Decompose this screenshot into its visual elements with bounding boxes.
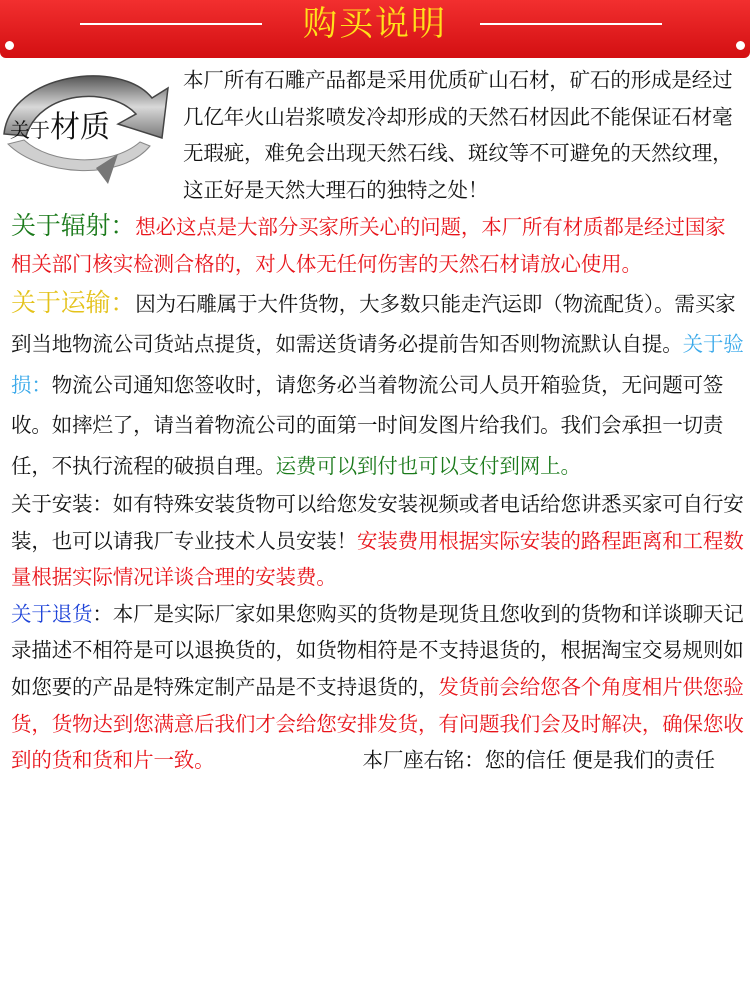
install-fee-text: 安装费用根据实际安装的路程距离和工程数量根据实际情况详谈合理的安装费。	[11, 528, 744, 590]
radiation-paragraph	[11, 208, 745, 282]
return-text: 本厂是实际厂家如果您购买的货物是现货且您收到的货物和详谈聊天记录描述不相符是可以退换货的，如货物相符是不支持退货的，根据淘宝交易规则如如您要的产品是特殊定制产品是不支持退货的，	[11, 601, 744, 700]
material-text: 本厂所有石雕产品都是采用优质矿山石材，矿石的形成是经过几亿年火山岩浆喷发冷却形成的天然石材因此不能保证石材毫无瑕疵，难免会出现天然石线、斑纹等不可避免的天然纹理，这正好是天然大理石的独特之处！	[183, 68, 733, 202]
page-title: 购买说明	[303, 4, 447, 44]
return-red-text: 发货前会给您各个角度相片供您验货，货物达到您满意后我们才会给您安排发货，有问题我们会及时解决，确保您收到的货和货和片一致。	[11, 675, 744, 773]
inspection-text: 物流公司通知您签收时，请您务必当着物流公司人员开箱验货，无问题可签收。如摔烂了，请当着物流公司的面第一时间发图片给我们。我们会承担一切责任，不执行流程的破损自理。	[11, 372, 724, 478]
transport-label: 关于运输：	[11, 287, 136, 317]
badge-spacer	[11, 62, 183, 172]
purchase-notes	[11, 62, 745, 779]
install-text: 如有特殊安装货物可以给您发安装视频或者电话给您讲悉买家可自行安装，也可以请我厂专业技术人员安装！	[11, 492, 744, 553]
return-paragraph	[11, 596, 745, 779]
banner-rule-right	[480, 23, 662, 25]
banner-rule-left	[80, 23, 262, 25]
install-label: 关于安装：	[11, 492, 113, 517]
badge-label-small: 关	[10, 118, 30, 142]
return-colon: ：	[92, 601, 113, 626]
radiation-label: 关于辐射：	[11, 211, 136, 241]
freight-text: 运费可以到付也可以支付到网上。	[275, 453, 581, 478]
radiation-text: 想必这点是大部分买家所关心的问题，本厂所有材质都是经过国家相关部门核实检测合格的，对人体无任何伤害的天然石材请放心使用。	[11, 215, 726, 276]
factory-motto: 本厂座右铭：您的信任 便是我们的责任	[362, 748, 715, 773]
inspection-label: 关于验损：	[11, 332, 744, 397]
badge-label-big: 材质	[50, 110, 110, 145]
transport-text: 因为石雕属于大件货物，大多数只能走汽运即（物流配货）。需买家到当地物流公司货站点提货，如需送货请务必提前告知否则物流默认自提。	[11, 291, 736, 357]
banner-dot-left	[5, 41, 14, 50]
banner-dot-right	[736, 41, 745, 50]
transport-paragraph	[11, 283, 745, 487]
return-label: 关于退货	[11, 601, 93, 626]
badge-label-mid: 于	[30, 118, 50, 142]
install-paragraph	[11, 486, 745, 596]
header-banner	[0, 0, 750, 58]
